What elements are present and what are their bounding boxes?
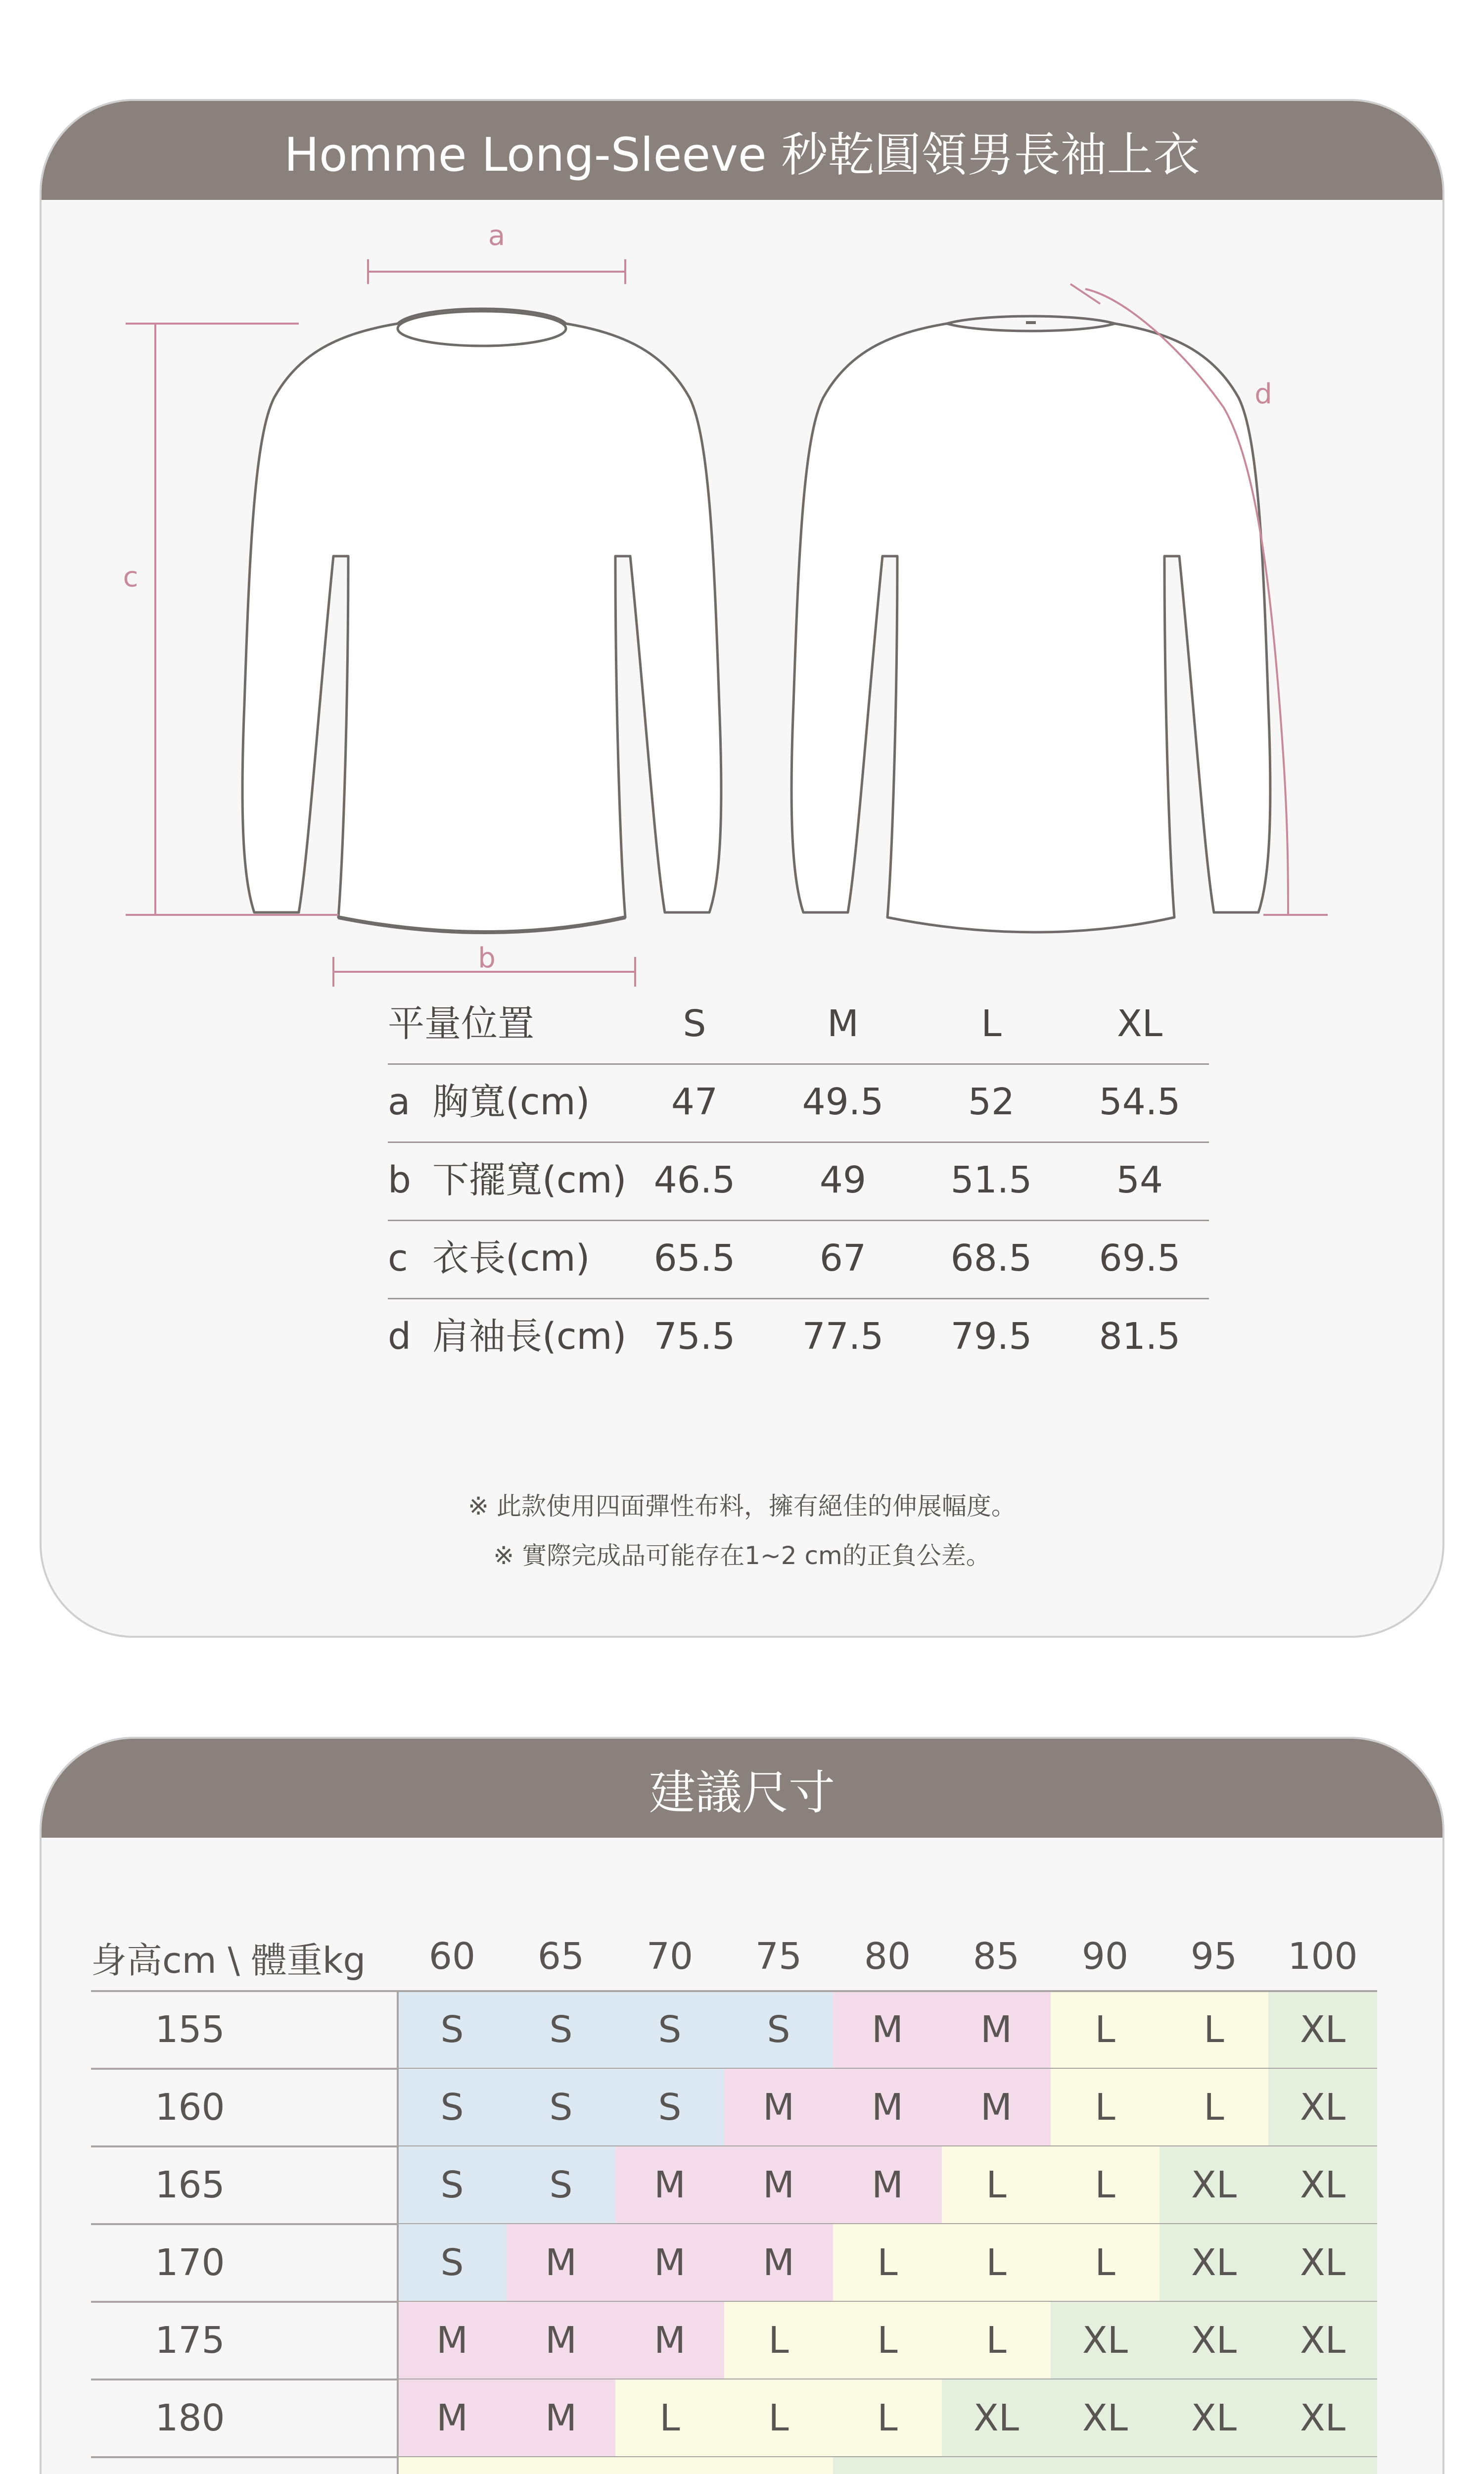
size-cell: M (942, 1991, 1051, 2069)
size-cell: L (615, 2379, 724, 2457)
dim-label-b: b (478, 942, 496, 974)
size-cell: M (724, 2069, 833, 2146)
size-cell: XL (1268, 2224, 1377, 2302)
grid-left-border (397, 1991, 399, 2474)
size-cell: XL (1159, 2224, 1268, 2302)
size-cell: L (724, 2302, 833, 2379)
size-cell: XL (942, 2379, 1051, 2457)
height-label-165: 165 (155, 2164, 225, 2206)
size-cell: S (507, 2069, 615, 2146)
size-cell: XL (1268, 1991, 1377, 2069)
measurement-value: 46.5 (653, 1159, 736, 1201)
front-shirt-icon (242, 324, 721, 932)
size-cell: M (724, 2146, 833, 2224)
product-title: Homme Long-Sleeve 秒乾圓領男長袖上衣 (42, 101, 1442, 200)
dim-label-c: c (123, 561, 139, 593)
weight-header-65: 65 (537, 1935, 585, 1978)
size-cell: L (1159, 2069, 1268, 2146)
measurement-header-S: S (683, 1002, 706, 1045)
measurement-header-L: L (981, 1002, 1002, 1045)
size-cell: M (398, 2379, 507, 2457)
dim-label-d: d (1254, 378, 1272, 410)
measurement-value: 51.5 (950, 1159, 1032, 1201)
size-cell: XL (1268, 2146, 1377, 2224)
size-cell: S (724, 1991, 833, 2069)
measurement-header-XL: XL (1117, 1002, 1162, 1045)
size-cell (507, 2457, 615, 2474)
size-cell: L (833, 2302, 942, 2379)
recommended-size-card (40, 1737, 1444, 2474)
tolerance-note: ※ 實際完成品可能存在1~2 cm的正負公差。 (493, 1541, 991, 1570)
weight-header-70: 70 (646, 1935, 694, 1978)
measurement-label: 下擺寬(cm) (432, 1159, 627, 1201)
size-cell: XL (1051, 2379, 1159, 2457)
measurement-label: 胸寬(cm) (432, 1081, 590, 1123)
size-cell: XL (1159, 2302, 1268, 2379)
measurement-value: 47 (671, 1081, 718, 1123)
size-cell: S (615, 1991, 724, 2069)
height-label-185 (101, 2457, 279, 2474)
measurement-value: 69.5 (1099, 1237, 1181, 1280)
size-cell: L (942, 2302, 1051, 2379)
size-cell: L (942, 2224, 1051, 2302)
measurement-key: b (388, 1159, 411, 1201)
size-cell: XL (1159, 2146, 1268, 2224)
size-cell: M (507, 2379, 615, 2457)
recommended-size-title: 建議尺寸 (42, 1739, 1442, 1838)
size-cell: L (833, 2224, 942, 2302)
size-cell: L (833, 2379, 942, 2457)
size-cell: L (1051, 2146, 1159, 2224)
size-cell: S (615, 2069, 724, 2146)
grid-top-divider (91, 1990, 1377, 1992)
size-cell: XL (1268, 2069, 1377, 2146)
size-cell: M (615, 2224, 724, 2302)
height-label-155: 155 (155, 2008, 225, 2051)
measurement-row-d (388, 1299, 1209, 1378)
size-cell: S (398, 1991, 507, 2069)
size-cell: L (724, 2379, 833, 2457)
measurement-row-b (388, 1143, 1209, 1221)
size-cell: XL (1268, 2379, 1377, 2457)
measurement-header-row (388, 987, 1209, 1065)
height-label-160: 160 (155, 2086, 225, 2129)
size-cell: L (1159, 1991, 1268, 2069)
measurement-value: 77.5 (802, 1315, 884, 1358)
height-label-180: 180 (155, 2397, 225, 2439)
size-cell (398, 2457, 507, 2474)
size-cell: S (398, 2069, 507, 2146)
measurement-value: 79.5 (950, 1315, 1032, 1358)
size-cell: M (507, 2224, 615, 2302)
measurement-value: 49 (819, 1159, 867, 1201)
size-cell (1051, 2457, 1159, 2474)
size-cell (1159, 2457, 1268, 2474)
measurement-value: 67 (819, 1237, 867, 1280)
weight-header-100: 100 (1288, 1935, 1358, 1978)
measurement-row-a (388, 1065, 1209, 1143)
back-shirt-icon (791, 324, 1270, 932)
measurement-value: 54.5 (1099, 1081, 1181, 1123)
measurement-value: 75.5 (653, 1315, 736, 1358)
measurement-row-c (388, 1221, 1209, 1299)
measurement-value: 52 (968, 1081, 1015, 1123)
weight-header-90: 90 (1081, 1935, 1129, 1978)
weight-header-85: 85 (973, 1935, 1020, 1978)
height-label-175: 175 (155, 2319, 225, 2362)
weight-header-95: 95 (1190, 1935, 1238, 1978)
size-cell: M (833, 2146, 942, 2224)
fabric-note: ※ 此款使用四面彈性布料，擁有絕佳的伸展幅度。 (468, 1492, 1016, 1521)
size-cell: M (833, 2069, 942, 2146)
measurement-value: 54 (1116, 1159, 1163, 1201)
weight-header-60: 60 (428, 1935, 476, 1978)
measurement-value: 68.5 (950, 1237, 1032, 1280)
size-cell (615, 2457, 724, 2474)
size-cell: M (615, 2302, 724, 2379)
size-cell (724, 2457, 833, 2474)
size-cell: S (507, 2146, 615, 2224)
weight-header-75: 75 (755, 1935, 802, 1978)
measurement-value: 49.5 (802, 1081, 884, 1123)
size-cell (833, 2457, 942, 2474)
measurement-label: 衣長(cm) (432, 1237, 590, 1280)
size-cell: M (833, 1991, 942, 2069)
size-cell (1268, 2457, 1377, 2474)
measurement-key: c (388, 1237, 408, 1280)
size-cell: S (507, 1991, 615, 2069)
size-spec-card (40, 99, 1444, 1638)
measurement-label: 肩袖長(cm) (432, 1315, 627, 1358)
size-cell: L (942, 2146, 1051, 2224)
size-cell: M (724, 2224, 833, 2302)
shirt-diagram (42, 259, 1444, 1100)
size-cell: XL (1159, 2379, 1268, 2457)
size-cell: M (398, 2302, 507, 2379)
measurement-key: a (388, 1081, 411, 1123)
height-label-170: 170 (155, 2241, 225, 2284)
size-cell: XL (1268, 2302, 1377, 2379)
dim-label-a: a (488, 220, 506, 252)
size-cell: L (1051, 1991, 1159, 2069)
weight-header-80: 80 (864, 1935, 911, 1978)
measurement-value: 65.5 (653, 1237, 736, 1280)
size-cell: M (615, 2146, 724, 2224)
size-cell: L (1051, 2224, 1159, 2302)
size-cell: L (1051, 2069, 1159, 2146)
measurement-value: 81.5 (1099, 1315, 1181, 1358)
size-cell: S (398, 2224, 507, 2302)
size-grid-corner-label: 身高cm \ 體重kg (91, 1940, 366, 1981)
measurement-header-M: M (827, 1002, 859, 1045)
size-cell: M (507, 2302, 615, 2379)
size-cell: M (942, 2069, 1051, 2146)
measurement-header-position: 平量位置 (388, 1002, 534, 1045)
size-cell (942, 2457, 1051, 2474)
size-cell: XL (1051, 2302, 1159, 2379)
measurement-key: d (388, 1315, 411, 1358)
size-cell: S (398, 2146, 507, 2224)
